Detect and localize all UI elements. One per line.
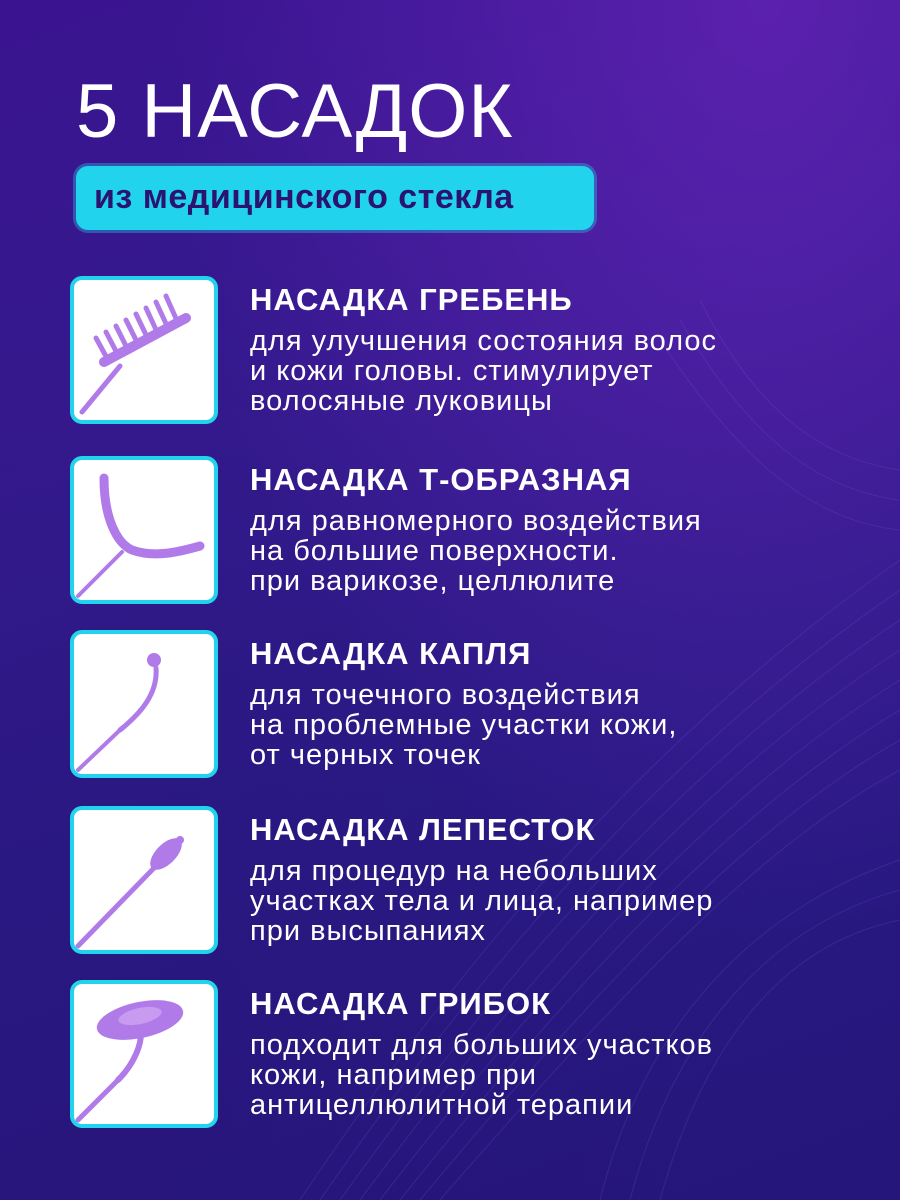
t-shaped-electrode-icon xyxy=(74,460,214,600)
description-line: подходит для больших участков xyxy=(250,1029,714,1061)
description-line: на большие поверхности. xyxy=(250,535,619,567)
item-title: НАСАДКА КАПЛЯ xyxy=(250,636,532,671)
description-line: и кожи головы. стимулирует xyxy=(250,355,654,387)
list-item xyxy=(70,276,870,426)
page-title: 5 НАСАДОК xyxy=(76,69,514,154)
item-title: НАСАДКА ЛЕПЕСТОК xyxy=(250,812,596,847)
list-item xyxy=(70,980,870,1130)
list-item xyxy=(70,806,870,956)
description-line: при высыпаниях xyxy=(250,915,486,947)
description-line: волосяные луковицы xyxy=(250,385,553,417)
description-line: для точечного воздействия xyxy=(250,679,641,711)
subtitle-badge xyxy=(76,166,594,230)
thumbnail xyxy=(70,276,218,424)
item-title: НАСАДКА Т-ОБРАЗНАЯ xyxy=(250,462,632,497)
list-item xyxy=(70,456,870,606)
item-description xyxy=(250,1030,870,1120)
drop-electrode-icon xyxy=(74,634,214,774)
description-line: на проблемные участки кожи, xyxy=(250,709,678,741)
item-description xyxy=(250,326,870,416)
description-line: участках тела и лица, например xyxy=(250,885,714,917)
description-line: от черных точек xyxy=(250,739,481,771)
description-line: для равномерного воздействия xyxy=(250,505,702,537)
mushroom-electrode-icon xyxy=(74,984,214,1124)
description-line: при варикозе, целлюлите xyxy=(250,565,616,597)
description-line: кожи, например при xyxy=(250,1059,537,1091)
list-item xyxy=(70,630,870,780)
thumbnail xyxy=(70,456,218,604)
thumbnail xyxy=(70,630,218,778)
item-description xyxy=(250,856,870,946)
description-line: антицеллюлитной терапии xyxy=(250,1089,634,1121)
item-title: НАСАДКА ГРЕБЕНЬ xyxy=(250,282,573,317)
subtitle-text: из медицинского стекла xyxy=(94,178,514,216)
item-description xyxy=(250,680,870,770)
item-title: НАСАДКА ГРИБОК xyxy=(250,986,552,1021)
thumbnail xyxy=(70,980,218,1128)
item-description xyxy=(250,506,870,596)
description-line: для процедур на небольших xyxy=(250,855,658,887)
petal-electrode-icon xyxy=(74,810,214,950)
comb-electrode-icon xyxy=(74,280,214,420)
thumbnail xyxy=(70,806,218,954)
description-line: для улучшения состояния волос xyxy=(250,325,718,357)
